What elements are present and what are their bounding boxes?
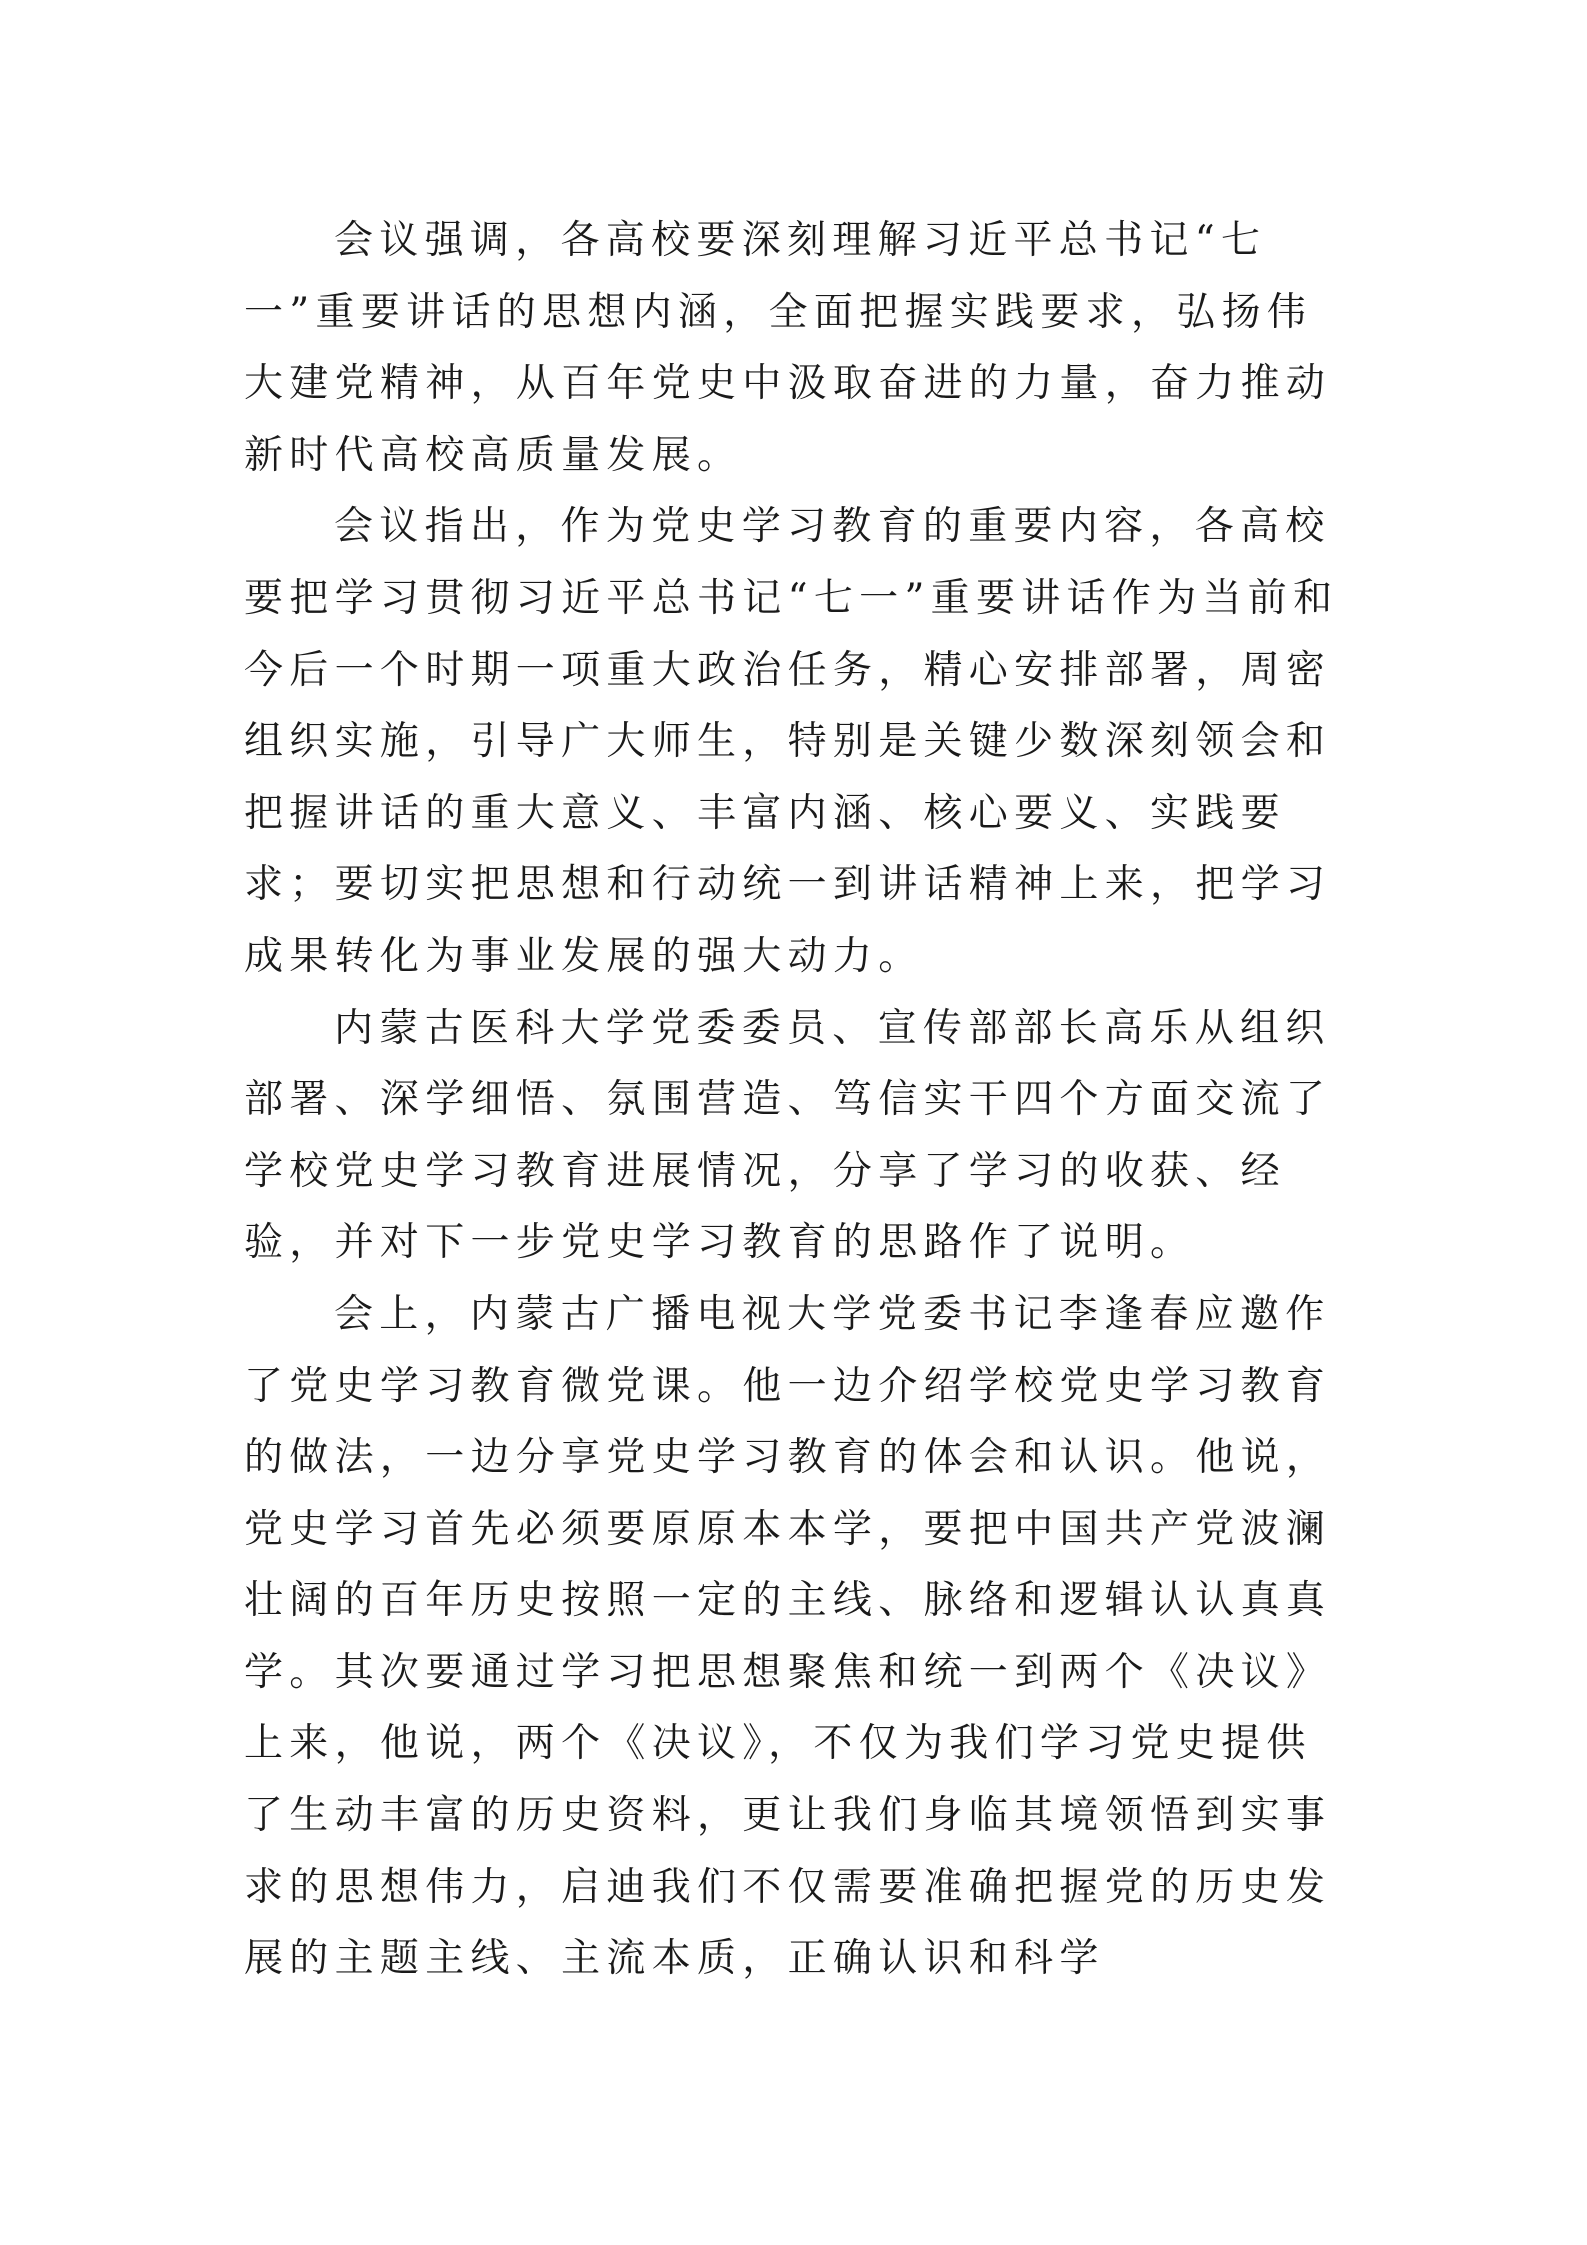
paragraph-1: 会议强调，各高校要深刻理解习近平总书记“七一”重要讲话的思想内涵，全面把握实践要求，弘扬伟大建党精神，从百年党史中汲取奋进的力量，奋力推动新时代高校高质量发展。 xyxy=(244,218,1332,478)
paragraph-3: 内蒙古医科大学党委委员、宣传部部长高乐从组织部署、深学细悟、氛围营造、笃信实干四个方面交流了学校党史学习教育进展情况，分享了学习的收获、经验，并对下一步党史学习教育的思路作了说明。 xyxy=(244,1005,1332,1266)
paragraph-2: 会议指出，作为党史学习教育的重要内容，各高校要把学习贯彻习近平总书记“七一”重要讲话作为当前和今后一个时期一项重大政治任务，精心安排部署，周密组织实施，引导广大师生，特别是关键少数深刻领会和把握讲话的重大意义、丰富内涵、核心要义、实践要求；要切实把思想和行动统一到讲话精神上来，把学习成果转化为事业发展的强大动力。 xyxy=(244,504,1339,979)
paragraph-4: 会上，内蒙古广播电视大学党委书记李逢春应邀作了党史学习教育微党课。他一边介绍学校党史学习教育的做法，一边分享党史学习教育的体会和认识。他说，党史学习首先必须要原原本本学，要把中国共产党波澜壮阔的百年历史按照一定的主线、脉络和逻辑认认真真学。其次要通过学习把思想聚焦和统一到两个《决议》上来，他说，两个《决议》，不仅为我们学习党史提供了生动丰富的历史资料，更让我们身临其境领悟到实事求的思想伟力，启迪我们不仅需要准确把握党的历史发展的主题主线、主流本质，正确认识和科学 xyxy=(244,1291,1332,1982)
body-text xyxy=(244,205,1352,1995)
